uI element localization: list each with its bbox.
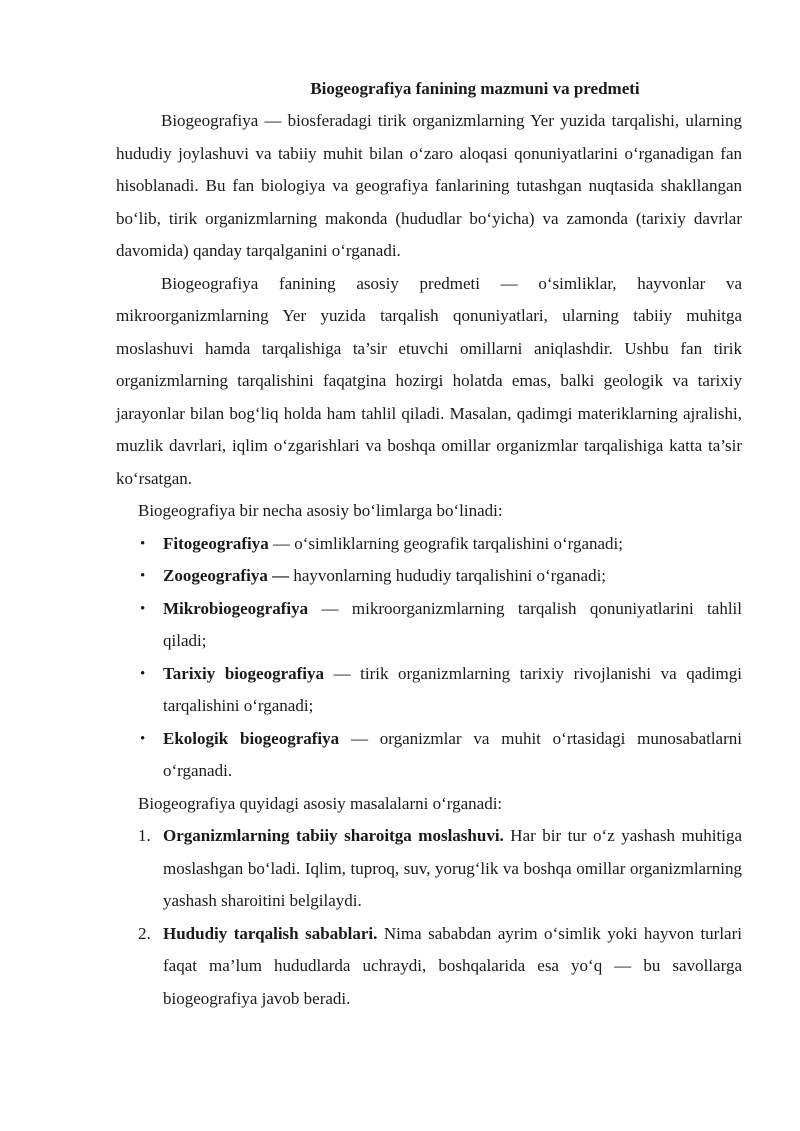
bullet-icon: • xyxy=(140,665,146,682)
section-term: Ekologik biogeografiya xyxy=(163,728,340,748)
bullet-icon: • xyxy=(140,730,146,747)
list-item xyxy=(116,723,742,788)
task-text: Nima sababdan ayrim o‘simlik yoki hayvon turlari faqat ma’lum hududlarda uchraydi, boshqalarida esa yo‘q — bu savollarga biogeografiya javob beradi. xyxy=(163,923,742,1008)
section-term: Zoogeografiya — xyxy=(163,566,290,585)
sections-intro: Biogeografiya bir necha asosiy bo‘limlarga bo‘linadi: xyxy=(138,501,503,520)
bullet-icon: • xyxy=(140,600,146,617)
list-item xyxy=(116,820,742,918)
section-term: Fitogeografiya xyxy=(163,533,269,553)
section-text: — o‘simliklarning geografik tarqalishini o‘rganadi; xyxy=(268,533,623,553)
list-number: 1. xyxy=(138,826,151,845)
list-item xyxy=(116,593,742,658)
list-number: 2. xyxy=(138,923,151,943)
sections-list xyxy=(116,528,742,788)
list-item xyxy=(116,528,742,561)
section-text: hayvonlarning hududiy tarqalishini o‘rganadi; xyxy=(289,566,607,585)
section-text: — organizmlar va muhit o‘rtasidagi munosabatlarni o‘rganadi. xyxy=(163,728,742,780)
bullet-icon: • xyxy=(140,568,146,584)
task-term: Hududiy tarqalish sabablari. xyxy=(163,923,378,943)
list-item xyxy=(116,918,742,1016)
tasks-list xyxy=(116,820,742,1015)
subject-paragraph: Biogeografiya fanining asosiy predmeti — o‘simliklar, hayvonlar va mikroorganizmlarning Yer yuzida tarqalish qonuniyatlari, ularning tabiiy muhitga moslashuvi hamda tarqalishiga ta’sir etuvchi omillarni aniqlashdir. Ushbu fan tirik organizmlarning tarqalishini faqatgina hozirgi holatda emas, balki geologik va tarixiy jarayonlar bilan bog‘liq holda ham tahlil qiladi. Masalan, qadimgi materiklarning ajralishi, muzlik davrlari, iqlim o‘zgarishlari va boshqa omillar organizmlar tarqalishiga katta ta’sir ko‘rsatgan. xyxy=(116,273,742,488)
page-title: Biogeografiya fanining mazmuni va predmeti xyxy=(310,79,640,98)
tasks-intro: Biogeografiya quyidagi asosiy masalalarni o‘rganadi: xyxy=(138,793,503,813)
section-term: Tarixiy biogeografiya xyxy=(163,663,324,683)
list-item xyxy=(116,658,742,723)
section-text: — mikroorganizmlarning tarqalish qonuniyatlarini tahlil qiladi; xyxy=(163,598,742,650)
list-item xyxy=(116,560,742,593)
bullet-icon: • xyxy=(140,535,146,552)
intro-paragraph: Biogeografiya — biosferadagi tirik organizmlarning Yer yuzida tarqalishi, ularning hududiy joylashuvi va tabiiy muhit bilan o‘zaro aloqasi qonuniyatlarini o‘rganadigan fan hisoblanadi. Bu fan biologiya va geografiya fanlarining tutashgan nuqtasida shakllangan bo‘lib, tirik organizmlarning makonda (hududlar bo‘yicha) va zamonda (tarixiy davrlar davomida) qanday tarqalganini o‘rganadi. xyxy=(116,111,742,260)
task-text: Har bir tur o‘z yashash muhitiga moslashgan bo‘ladi. Iqlim, tuproq, suv, yorug‘lik va boshqa omillar organizmlarning yashash sharoitini belgilaydi. xyxy=(163,826,742,910)
section-term: Mikrobiogeografiya xyxy=(163,598,309,618)
task-term: Organizmlarning tabiiy sharoitga moslashuvi. xyxy=(163,826,504,845)
section-text: — tirik organizmlarning tarixiy rivojlanishi va qadimgi tarqalishini o‘rganadi; xyxy=(163,663,742,715)
